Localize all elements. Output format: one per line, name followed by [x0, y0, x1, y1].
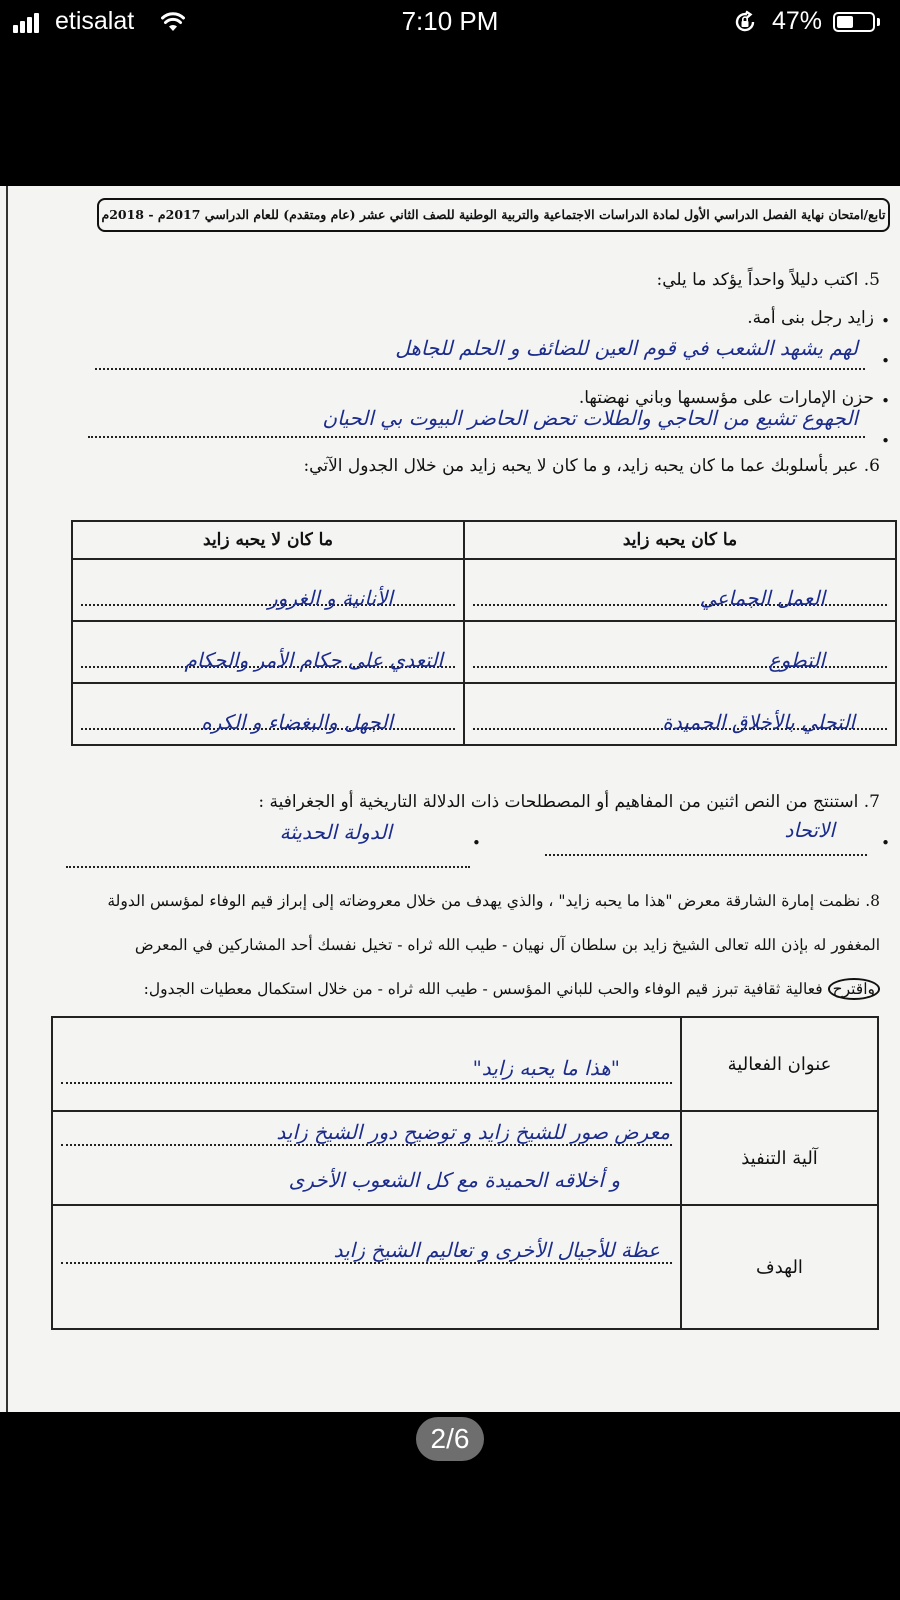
q7-prompt: 7. استنتج من النص اثنين من المفاهيم أو المصطلحات ذات الدلالة التاريخية أو الجغرافية :: [258, 792, 880, 812]
activity-title-label: عنوان الفعالية: [681, 1017, 878, 1111]
q5-answer-2: الجهوع تشيع من الحاجي والطلات تحض الحاضر البيوت بي الحيان: [322, 406, 858, 430]
likes-table: [71, 520, 897, 746]
q6-prompt: 6. عبر بأسلوبك عما ما كان يحبه زايد، و ما كان لا يحبه زايد من خلال الجدول الآتي:: [303, 456, 880, 476]
q5-answer-1: لهم يشهد الشعب في قوم العين للضائف و الحلم للجاهل: [395, 336, 858, 360]
bullet: •: [881, 352, 890, 370]
dislike-answer: الجهل والبغضاء و الكره: [201, 710, 393, 734]
dislike-answer: التعدي على حكام الأمر والحكام: [184, 648, 443, 672]
q7-answer-line-1: [545, 854, 867, 856]
activity-method-label: آلية التنفيذ: [681, 1111, 878, 1205]
dislike-cell: [72, 559, 464, 621]
q5-item-2: حزن الإمارات على مؤسسها وباني نهضتها.: [578, 388, 874, 408]
carrier-name: etisalat: [55, 7, 135, 35]
exam-page-image[interactable]: [0, 186, 900, 1412]
page-edge-line: [6, 186, 8, 1412]
q7-answer-line-2: [66, 866, 470, 868]
like-cell: [464, 683, 896, 745]
bullet: •: [881, 312, 890, 330]
activity-title-answer: "هذا ما يحبه زايد": [472, 1056, 620, 1080]
q8-line-3-text: فعالية ثقافية تبرز قيم الوفاء والحب للباني المؤسس - طيب الله ثراه - من خلال استكمال معطيات الجدول:: [143, 980, 823, 998]
activity-method-answer: معرض صور للشيخ زايد و توضيح دور الشيخ زايد: [276, 1120, 670, 1144]
dislike-answer: الأنانية و الغرور: [268, 586, 393, 610]
q5-item-1: زايد رجل بنى أمة.: [747, 308, 874, 328]
bullet: •: [881, 392, 890, 410]
battery-level: [837, 16, 853, 28]
activity-method-answer-2: و أخلاقه الحميدة مع كل الشعوب الأخرى: [288, 1168, 620, 1192]
activity-goal-answer: عظة للأجيال الأخرى و تعاليم الشيخ زايد: [333, 1238, 660, 1262]
q8-line-3: [144, 980, 880, 998]
battery-icon: [833, 12, 875, 32]
q7-answer-2: الدولة الحديثة: [279, 820, 392, 844]
suggest-keyword: واقترح: [828, 978, 880, 1000]
q5-prompt: 5. اكتب دليلاً واحداً يؤكد ما يلي:: [656, 270, 880, 290]
like-answer: التحلي بالأخلاق الحميدة: [662, 710, 855, 734]
battery-cap: [877, 18, 880, 26]
like-answer: التطوع: [768, 648, 825, 672]
q5-answer-line-1: [95, 368, 865, 370]
bullet: •: [881, 432, 890, 450]
dislike-cell: [72, 621, 464, 683]
q5-answer-line-2: [88, 436, 865, 438]
orientation-lock-icon: [733, 10, 757, 34]
col-likes-header: ما كان يحبه زايد: [464, 521, 896, 559]
bullet: •: [881, 834, 890, 852]
dislike-cell: [72, 683, 464, 745]
like-cell: [464, 559, 896, 621]
q8-line-1: 8. نظمت إمارة الشارقة معرض "هذا ما يحبه زايد" ، والذي يهدف من خلال معروضاته إلى إبراز قيم الوفاء لمؤسس الدولة: [107, 892, 880, 910]
exam-header: تابع/امتحان نهاية الفصل الدراسي الأول لمادة الدراسات الاجتماعية والتربية الوطنية للصف الثاني عشر (عام ومتقدم) للعام الدراسي 2017م - 2018م: [97, 198, 890, 232]
activity-table: [51, 1016, 879, 1330]
status-bar: [0, 0, 900, 46]
bullet: •: [472, 834, 481, 852]
activity-title-cell: [52, 1017, 681, 1111]
q7-answer-1: الاتحاد: [784, 818, 835, 842]
activity-method-cell: [52, 1111, 681, 1205]
clock: 7:10 PM: [401, 6, 499, 36]
col-dislikes-header: ما كان لا يحبه زايد: [72, 521, 464, 559]
page-indicator: 2/6: [416, 1417, 484, 1461]
activity-goal-label: الهدف: [681, 1205, 878, 1329]
like-answer: العمل الجماعي: [699, 586, 825, 610]
activity-goal-cell: [52, 1205, 681, 1329]
q8-line-2: المغفور له بإذن الله تعالى الشيخ زايد بن سلطان آل نهيان - طيب الله ثراه - تخيل نفسك أحد المشاركين في المعرض: [134, 936, 880, 954]
battery-percent: 47%: [772, 7, 823, 35]
like-cell: [464, 621, 896, 683]
